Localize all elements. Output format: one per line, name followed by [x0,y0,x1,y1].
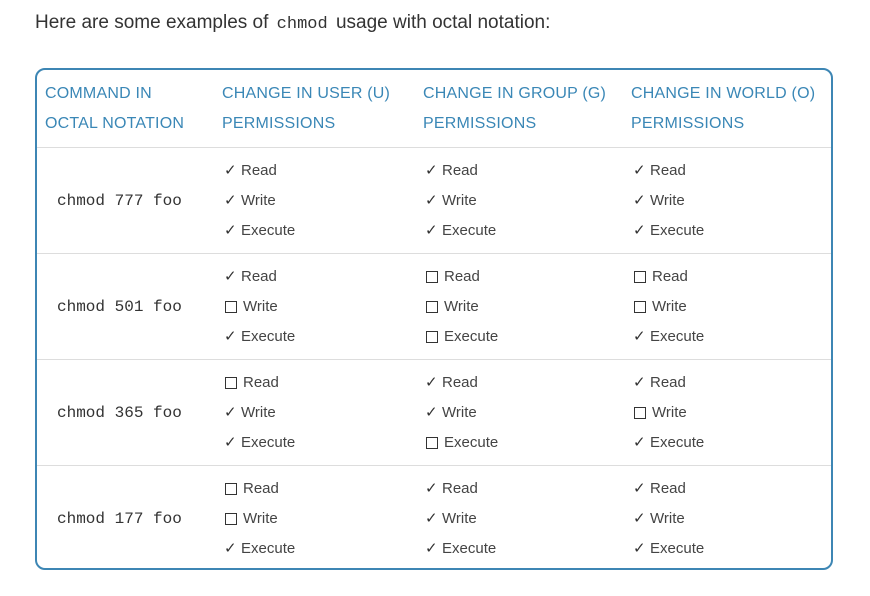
permission-item [633,322,833,352]
check-icon: ✓ [425,373,438,391]
permissions-table-container [35,68,833,570]
permission-item [224,292,415,322]
command-cell: chmod 501 foo [37,254,214,360]
permission-item [425,398,623,428]
check-icon: ✓ [633,327,646,345]
empty-box-icon [426,331,438,343]
permission-label: Write [650,191,685,209]
empty-box-icon [225,377,237,389]
permission-label: Write [243,297,278,315]
permission-item [633,398,833,428]
user-permissions-cell [214,148,415,254]
user-permissions-cell [214,360,415,466]
command-cell: chmod 777 foo [37,148,214,254]
check-icon: ✓ [224,327,237,345]
group-permissions-cell [415,254,623,360]
permission-label: Read [444,267,480,285]
header-world [623,70,833,148]
permission-label: Write [241,191,276,209]
table-row [37,254,833,360]
permission-item [425,262,623,292]
permission-item [425,428,623,458]
permission-item [224,368,415,398]
check-icon: ✓ [633,509,646,527]
permission-item [425,292,623,322]
permission-item [633,156,833,186]
intro-code: chmod [276,15,328,34]
intro-text-before: Here are some examples of [35,12,269,33]
header-line: OCTAL NOTATION [45,115,185,132]
permission-label: Execute [650,327,705,345]
permission-item [633,186,833,216]
header-line: PERMISSIONS [423,115,537,132]
permission-item [224,322,415,352]
permission-item [425,156,623,186]
permission-item [425,322,623,352]
check-icon: ✓ [224,161,237,179]
check-icon: ✓ [224,539,237,557]
permissions-table [37,70,833,570]
permission-item [633,474,833,504]
permission-label: Read [442,479,478,497]
permission-item [633,292,833,322]
header-command [37,70,214,148]
header-line: PERMISSIONS [222,115,336,132]
permission-item [224,504,415,534]
check-icon: ✓ [224,267,237,285]
check-icon: ✓ [224,403,237,421]
permission-label: Read [241,161,277,179]
world-permissions-cell [623,360,833,466]
header-user [214,70,415,148]
permission-label: Execute [442,539,497,557]
empty-box-icon [426,271,438,283]
permission-label: Write [241,403,276,421]
permission-item [224,262,415,292]
header-line: CHANGE IN WORLD (O) [631,85,816,102]
check-icon: ✓ [224,221,237,239]
check-icon: ✓ [425,191,438,209]
check-icon: ✓ [633,539,646,557]
permission-label: Write [444,297,479,315]
permission-label: Write [652,403,687,421]
permission-label: Write [652,297,687,315]
empty-box-icon [225,513,237,525]
permission-item [425,474,623,504]
empty-box-icon [225,483,237,495]
header-line: CHANGE IN USER (U) [222,85,391,102]
world-permissions-cell [623,254,833,360]
permission-item [224,428,415,458]
permission-label: Execute [650,221,705,239]
check-icon: ✓ [633,221,646,239]
intro-paragraph [35,9,550,39]
permission-item [633,216,833,246]
permission-item [425,504,623,534]
table-row [37,360,833,466]
permission-label: Write [442,403,477,421]
permission-item [224,186,415,216]
permission-label: Read [652,267,688,285]
permission-label: Read [650,161,686,179]
check-icon: ✓ [224,433,237,451]
header-line: PERMISSIONS [631,115,745,132]
check-icon: ✓ [425,509,438,527]
check-icon: ✓ [633,373,646,391]
permission-item [425,186,623,216]
check-icon: ✓ [633,433,646,451]
permission-label: Read [243,479,279,497]
permission-label: Execute [442,221,497,239]
permission-label: Write [442,191,477,209]
check-icon: ✓ [425,479,438,497]
permission-item [425,368,623,398]
check-icon: ✓ [425,539,438,557]
permission-item [633,262,833,292]
permission-item [425,216,623,246]
permission-label: Write [442,509,477,527]
empty-box-icon [426,301,438,313]
user-permissions-cell [214,466,415,571]
empty-box-icon [634,407,646,419]
permission-label: Read [650,479,686,497]
permission-label: Read [241,267,277,285]
permission-item [633,428,833,458]
table-header-row [37,70,833,148]
empty-box-icon [426,437,438,449]
permission-item [224,534,415,564]
permission-item [224,216,415,246]
permission-item [224,156,415,186]
permission-label: Execute [241,327,296,345]
empty-box-icon [634,301,646,313]
header-line: CHANGE IN GROUP (G) [423,85,607,102]
group-permissions-cell [415,360,623,466]
check-icon: ✓ [425,221,438,239]
permission-label: Execute [241,539,296,557]
permission-label: Execute [650,433,705,451]
permission-label: Write [650,509,685,527]
group-permissions-cell [415,148,623,254]
world-permissions-cell [623,466,833,571]
permission-label: Execute [444,433,499,451]
empty-box-icon [634,271,646,283]
permission-label: Execute [241,433,296,451]
command-cell: chmod 177 foo [57,509,182,528]
permission-item [633,534,833,564]
check-icon: ✓ [425,161,438,179]
table-row [37,148,833,254]
permission-item [633,504,833,534]
user-permissions-cell [214,254,415,360]
permission-item [425,534,623,564]
empty-box-icon [225,301,237,313]
check-icon: ✓ [633,191,646,209]
permission-label: Execute [444,327,499,345]
check-icon: ✓ [425,403,438,421]
permission-label: Read [243,373,279,391]
check-icon: ✓ [224,191,237,209]
permission-label: Read [442,161,478,179]
table-body [37,148,833,571]
command-cell: chmod 365 foo [37,360,214,466]
permission-label: Write [243,509,278,527]
permission-item [224,474,415,504]
group-permissions-cell [415,466,623,571]
header-line: COMMAND IN [45,85,152,102]
permission-label: Execute [241,221,296,239]
header-group [415,70,623,148]
permission-label: Execute [650,539,705,557]
permission-label: Read [442,373,478,391]
permission-label: Read [650,373,686,391]
table-row [37,466,833,571]
permission-item [224,398,415,428]
check-icon: ✓ [633,479,646,497]
check-icon: ✓ [633,161,646,179]
intro-text-after: usage with octal notation: [335,12,551,33]
permission-item [633,368,833,398]
world-permissions-cell [623,148,833,254]
